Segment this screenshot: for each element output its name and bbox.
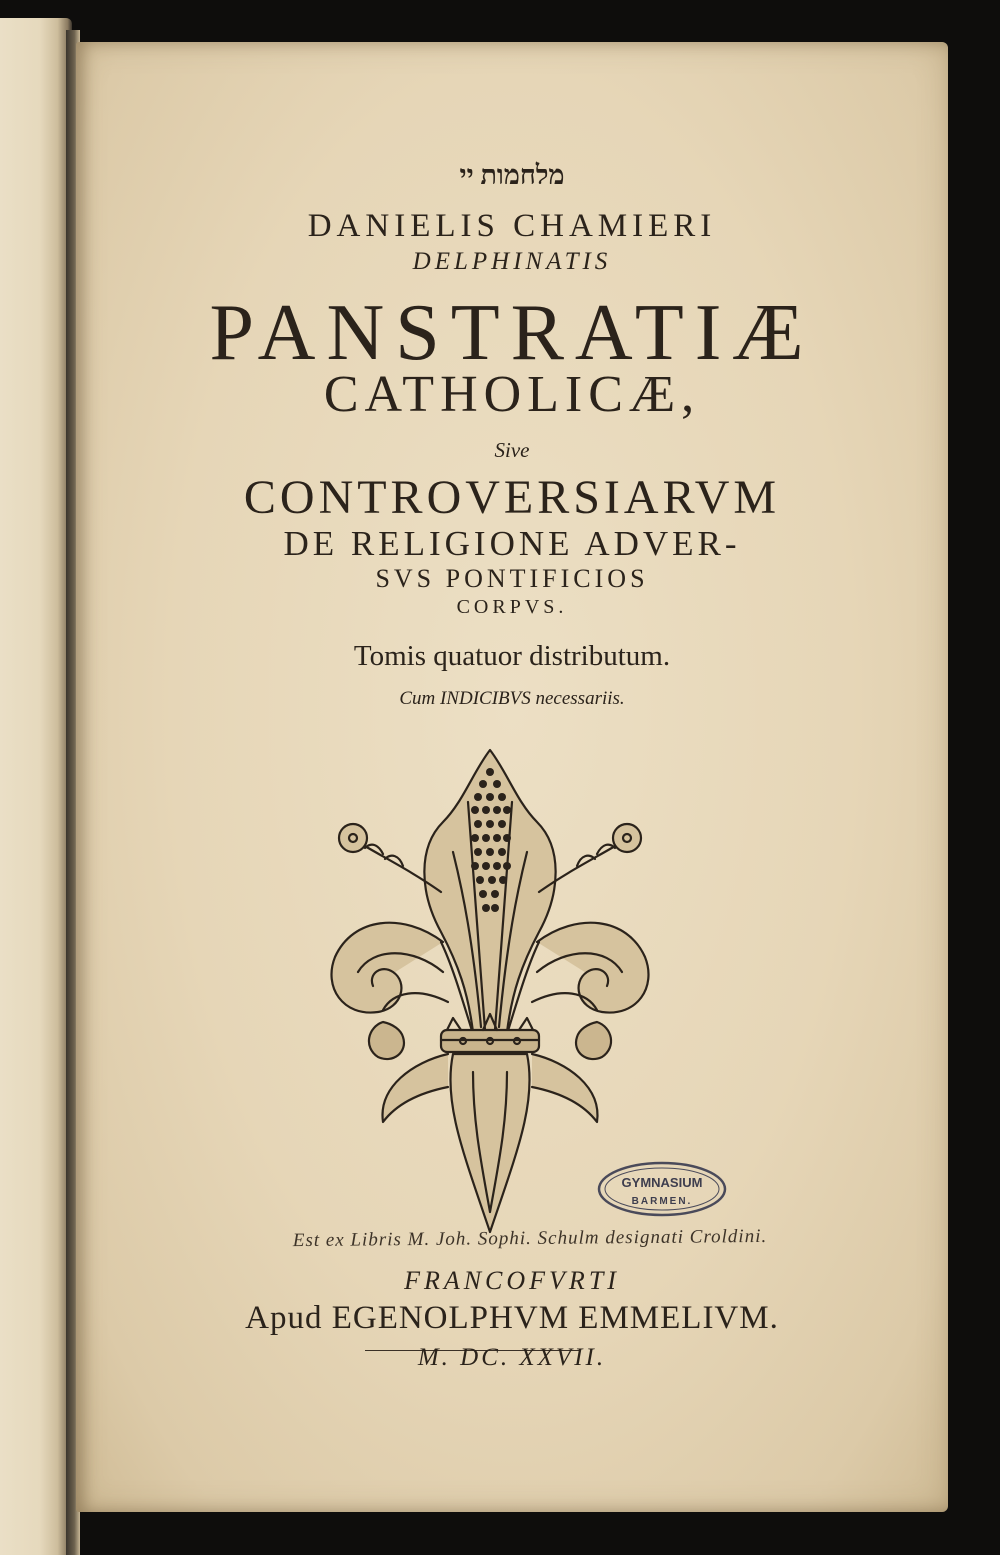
imprint-publisher: Apud EGENOLPHVM EMMELIVM. bbox=[245, 1300, 779, 1336]
main-title-line-2: CATHOLICÆ, bbox=[323, 366, 701, 423]
imprint-city: FRANCOFVRTI bbox=[404, 1266, 620, 1295]
stamp-top-text: GYMNASIUM bbox=[621, 1175, 703, 1190]
subtitle-line-1: CONTROVERSIARVM bbox=[243, 471, 781, 524]
sive-connector: Sive bbox=[494, 438, 530, 462]
hebrew-heading: מלחמות יי bbox=[459, 160, 565, 190]
indices-note: Cum INDICIBVS necessariis. bbox=[399, 688, 625, 709]
subtitle-line-2: DE RELIGIONE ADVER- bbox=[283, 524, 741, 563]
author-name: DANIELIS CHAMIERI bbox=[307, 208, 717, 244]
stamp-bottom-text: BARMEN. bbox=[631, 1196, 693, 1207]
subtitle-line-3: SVS PONTIFICIOS bbox=[375, 564, 649, 593]
imprint-year: M. DC. XXVII. bbox=[417, 1344, 607, 1371]
main-title-line-1: PANSTRATIÆ bbox=[209, 289, 815, 377]
author-origin: DELPHINATIS bbox=[412, 248, 612, 275]
subtitle-line-4: CORPVS. bbox=[456, 596, 568, 618]
volumes-note: Tomis quatuor distributum. bbox=[353, 640, 671, 672]
left-facing-page bbox=[0, 18, 72, 1555]
ownership-inscription: Est ex Libris M. Joh. Sophi. Schulm designati Croldini. bbox=[292, 1225, 768, 1252]
library-stamp bbox=[596, 1160, 728, 1218]
